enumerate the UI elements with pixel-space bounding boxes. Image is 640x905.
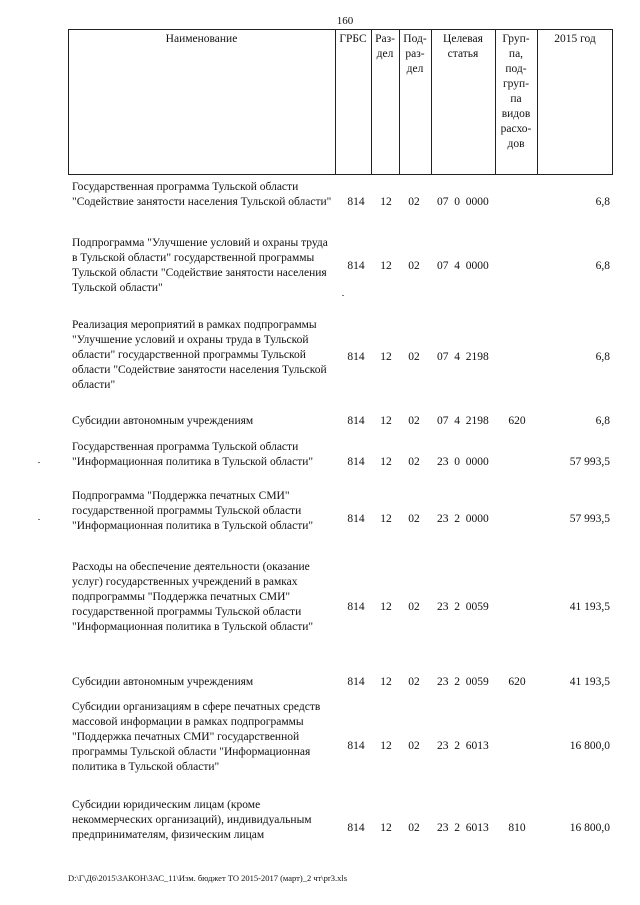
row-grbs: 814 (347, 822, 365, 834)
row-amount: 16 800,0 (569, 740, 610, 752)
row-amount: 57 993,5 (569, 513, 610, 525)
column-divider (537, 29, 538, 175)
row-razdel: 12 (380, 676, 392, 688)
row-name: Субсидии автономным учреждениям (72, 676, 254, 688)
row-razdel: 12 (380, 351, 392, 363)
row-podrazdel: 02 (408, 676, 420, 688)
row-target: 23 2 0059 (437, 601, 489, 613)
scan-speck (38, 462, 40, 463)
row-target: 23 0 0000 (437, 456, 489, 468)
row-razdel: 12 (380, 415, 392, 427)
footer-file-path: D:\Г\Д6\2015\ЗАКОН\ЗАС_11\Изм. бюджет ТО 2015-2017 (март)_2 чт\pr3.xls (68, 873, 348, 883)
row-name: Расходы на обеспечение деятельности (оказание услуг) государственных учреждений в рамках подпрограммы "Поддержка печатных СМИ" государственной программы Тульской области "Информационная политика в Тульской области" (72, 561, 314, 633)
scan-speck (342, 295, 344, 296)
row-group: 620 (508, 415, 526, 427)
row-target: 23 2 6013 (437, 822, 489, 834)
row-razdel: 12 (380, 260, 392, 272)
header-podrazdel: Под- раз- дел (403, 33, 427, 75)
row-amount: 41 193,5 (569, 676, 610, 688)
row-podrazdel: 02 (408, 415, 420, 427)
row-podrazdel: 02 (408, 196, 420, 208)
row-grbs: 814 (347, 456, 365, 468)
row-razdel: 12 (380, 196, 392, 208)
row-grbs: 814 (347, 260, 365, 272)
row-name: Реализация мероприятий в рамках подпрограммы "Улучшение условий и охраны труда в Тульской области" государственной программы Тульской области "Содействие занятости населения Тульской области" (72, 319, 327, 391)
row-amount: 16 800,0 (569, 822, 610, 834)
scan-speck (38, 519, 40, 520)
row-name: Субсидии организациям в сфере печатных средств массовой информации в рамках подпрограммы "Поддержка печатных СМИ" государственной программы Тульской области "Информационная политика в Тульской области" (72, 701, 321, 773)
row-podrazdel: 02 (408, 740, 420, 752)
row-grbs: 814 (347, 601, 365, 613)
row-podrazdel: 02 (408, 601, 420, 613)
row-razdel: 12 (380, 822, 392, 834)
row-name: Субсидии автономным учреждениям (72, 415, 254, 427)
row-target: 07 0 0000 (437, 196, 489, 208)
row-amount: 6,8 (595, 196, 610, 208)
header-name: Наименование (165, 33, 238, 45)
row-amount: 6,8 (595, 260, 610, 272)
row-razdel: 12 (380, 740, 392, 752)
row-target: 23 2 0000 (437, 513, 489, 525)
row-grbs: 814 (347, 513, 365, 525)
row-name: Подпрограмма "Поддержка печатных СМИ" государственной программы Тульской области "Информационная политика в Тульской области" (72, 490, 314, 532)
row-amount: 57 993,5 (569, 456, 610, 468)
row-name: Государственная программа Тульской области "Содействие занятости населения Тульской области" (72, 181, 332, 208)
row-group: 620 (508, 676, 526, 688)
row-target: 07 4 0000 (437, 260, 489, 272)
row-razdel: 12 (380, 601, 392, 613)
row-grbs: 814 (347, 740, 365, 752)
row-amount: 41 193,5 (569, 601, 610, 613)
row-grbs: 814 (347, 351, 365, 363)
header-razdel: Раз- дел (375, 33, 395, 60)
row-group: 810 (508, 822, 526, 834)
column-divider (335, 29, 336, 175)
row-razdel: 12 (380, 456, 392, 468)
row-amount: 6,8 (595, 415, 610, 427)
row-name: Государственная программа Тульской области "Информационная политика в Тульской области" (72, 441, 314, 468)
header-grbs: ГРБС (339, 33, 367, 45)
row-name: Субсидии юридическим лицам (кроме некоммерческих организаций), индивидуальным предпринимателям, физическим лицам (72, 799, 312, 841)
row-amount: 6,8 (595, 351, 610, 363)
row-podrazdel: 02 (408, 351, 420, 363)
row-target: 07 4 2198 (437, 415, 489, 427)
row-podrazdel: 02 (408, 260, 420, 272)
row-target: 07 4 2198 (437, 351, 489, 363)
header-target: Целевая статья (443, 33, 483, 60)
header-year: 2015 год (554, 33, 596, 45)
row-name: Подпрограмма "Улучшение условий и охраны труда в Тульской области" государственной программы Тульской области "Содействие занятости населения Тульской области" (72, 237, 328, 294)
row-target: 23 2 0059 (437, 676, 489, 688)
row-podrazdel: 02 (408, 513, 420, 525)
row-target: 23 2 6013 (437, 740, 489, 752)
row-razdel: 12 (380, 513, 392, 525)
row-grbs: 814 (347, 196, 365, 208)
row-podrazdel: 02 (408, 456, 420, 468)
row-podrazdel: 02 (408, 822, 420, 834)
page-number: 160 (336, 15, 354, 27)
header-group: Груп- па, под- груп- па видов расхо- дов (500, 33, 532, 150)
row-grbs: 814 (347, 676, 365, 688)
row-grbs: 814 (347, 415, 365, 427)
